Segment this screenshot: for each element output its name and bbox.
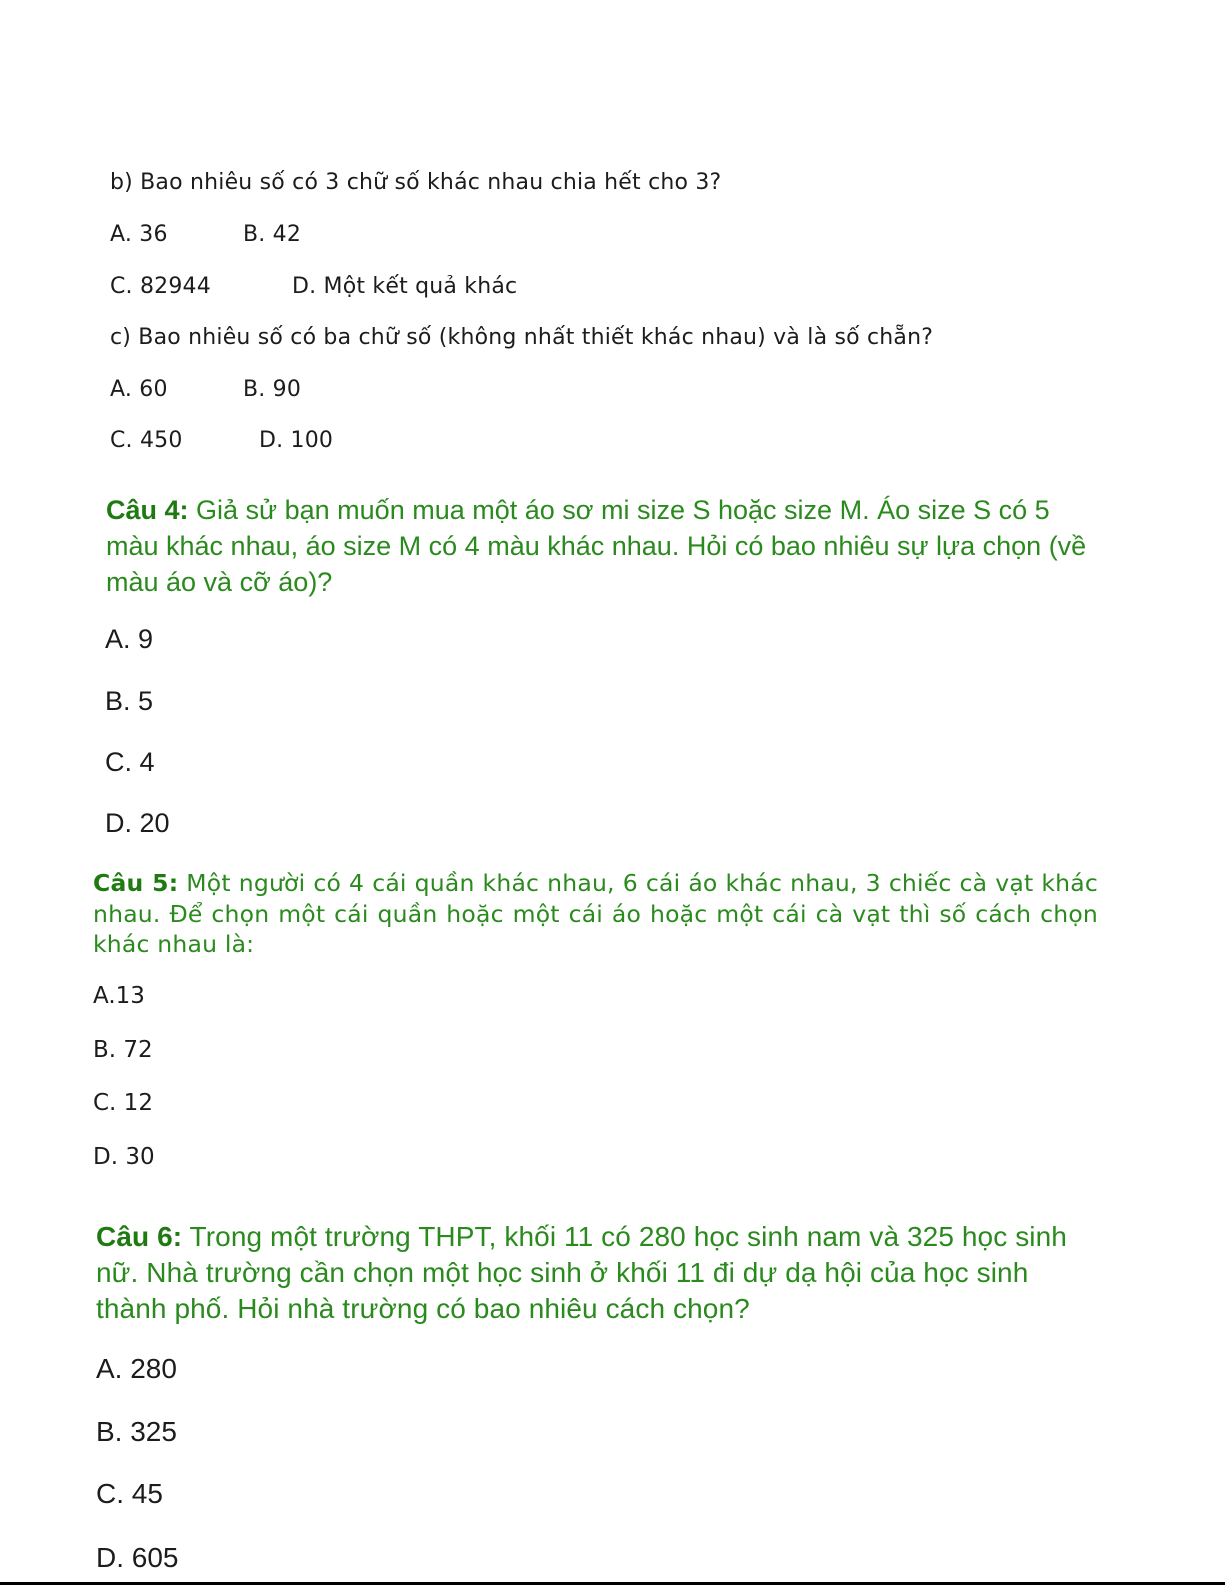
cau6-option-d: D. 605 <box>96 1542 179 1573</box>
cau5-label: Câu 5: <box>93 869 179 897</box>
cau4-option-a: A. 9 <box>105 624 154 654</box>
cau4-option-d: D. 20 <box>105 808 170 838</box>
part-c-option-c: C. 450 <box>110 428 183 453</box>
part-c-option-a: A. 60 <box>110 377 168 402</box>
cau5-text: Một người có 4 cái quần khác nhau, 6 cái áo khác nhau, 3 chiếc cà vạt khác nhau. Để chọn một cái quần hoặc một cái áo hoặc một cái cà vạt thì số cách chọn khác nhau là: <box>93 869 1098 958</box>
part-b-option-b: B. 42 <box>243 222 302 247</box>
part-c-question: c) Bao nhiêu số có ba chữ số (không nhất thiết khác nhau) và là số chẵn? <box>110 325 934 350</box>
cau6-question <box>96 1219 1096 1327</box>
part-b-question: b) Bao nhiêu số có 3 chữ số khác nhau chia hết cho 3? <box>110 170 722 195</box>
cau6-text: Trong một trường THPT, khối 11 có 280 học sinh nam và 325 học sinh nữ. Nhà trường cần chọn một học sinh ở khối 11 đi dự dạ hội của học sinh thành phố. Hỏi nhà trường có bao nhiêu cách chọn? <box>96 1221 1067 1324</box>
cau6-option-b: B. 325 <box>96 1416 177 1447</box>
part-b-option-d: D. Một kết quả khác <box>292 274 518 299</box>
cau5-question <box>93 868 1098 960</box>
part-c-option-d: D. 100 <box>259 428 334 453</box>
part-b-option-c: C. 82944 <box>110 274 211 299</box>
cau4-option-b: B. 5 <box>105 686 154 716</box>
cau6-option-a: A. 280 <box>96 1353 177 1384</box>
cau4-label: Câu 4: <box>106 495 189 525</box>
cau6-label: Câu 6: <box>96 1221 183 1252</box>
cau5-option-c: C. 12 <box>93 1090 153 1116</box>
cau4-option-c: C. 4 <box>105 747 155 777</box>
cau5-option-a: A.13 <box>93 983 145 1009</box>
cau6-option-c: C. 45 <box>96 1478 163 1509</box>
cau5-option-d: D. 30 <box>93 1144 155 1170</box>
cau5-option-b: B. 72 <box>93 1037 153 1063</box>
part-c-option-b: B. 90 <box>243 377 302 402</box>
cau4-question <box>106 492 1106 600</box>
part-b-option-a: A. 36 <box>110 222 168 247</box>
cau4-text: Giả sử bạn muốn mua một áo sơ mi size S hoặc size M. Áo size S có 5 màu khác nhau, áo size M có 4 màu khác nhau. Hỏi có bao nhiêu sự lựa chọn (về màu áo và cỡ áo)? <box>106 495 1087 597</box>
